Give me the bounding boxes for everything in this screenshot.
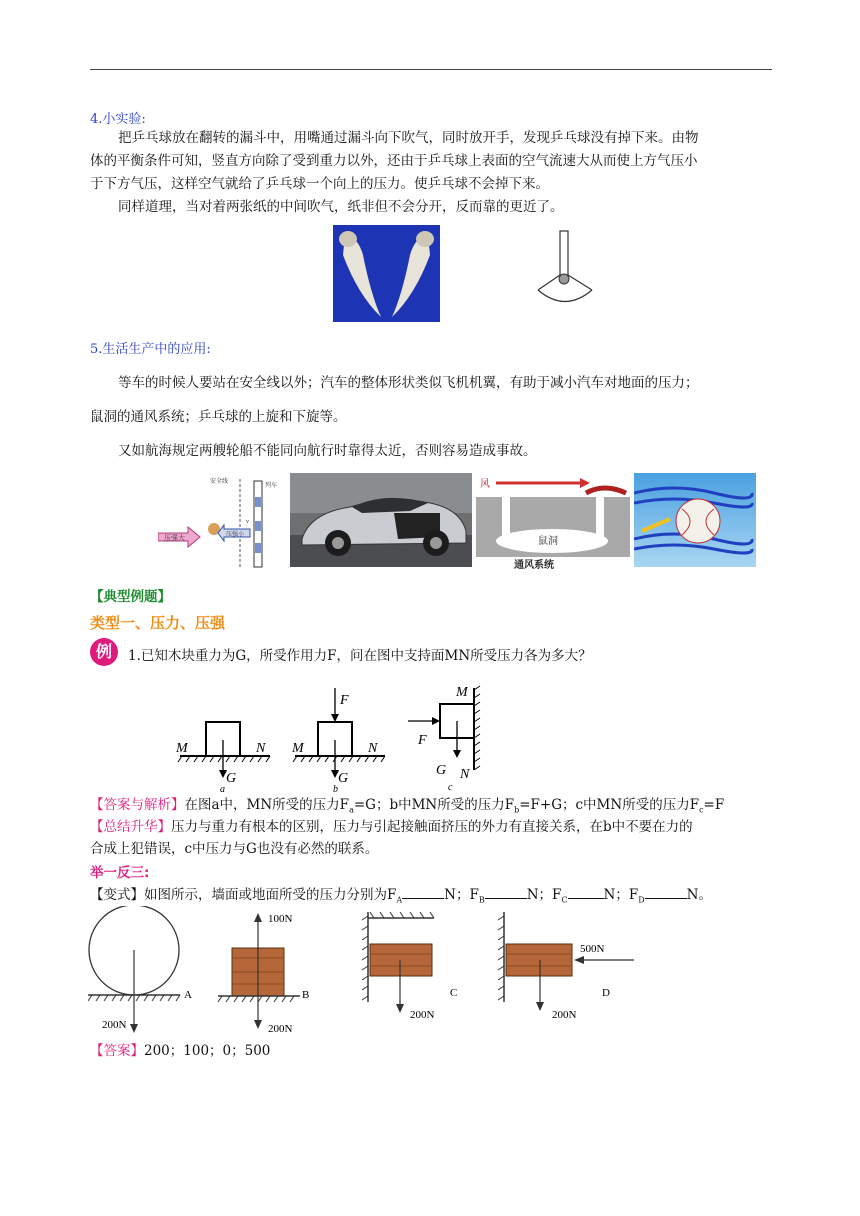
svg-text:风: 风 — [480, 479, 490, 490]
svg-text:压强大: 压强大 — [164, 534, 185, 542]
svg-text:D: D — [602, 987, 610, 999]
svg-text:200N: 200N — [268, 1023, 293, 1035]
section-5-para2: 又如航海规定两艘轮船不能同向航行时靠得太近，否则容易造成事故。 — [118, 443, 537, 459]
section-5-para1-line1: 等车的时候人要站在安全线以外；汽车的整体形状类似飞机机翼，有助于减小汽车对地面的压力； — [118, 375, 699, 391]
variant-question: 【变式】如图所示，墙面或地面所受的压力分别为$F_A$ N；$F_B$ N；$F_C$ N；$F_D$ N。 — [90, 887, 712, 905]
final-answer: 【答案】200；100；0；500 — [90, 1043, 271, 1059]
spinning-ball-airflow-image — [634, 473, 756, 567]
blank-fc[interactable] — [568, 886, 604, 899]
svg-text:A: A — [184, 989, 192, 1001]
force-diagrams-abcd — [88, 906, 648, 1044]
section-4-heading: 4.小实验: — [90, 112, 146, 127]
svg-text:N: N — [368, 741, 378, 756]
funnel-ball-diagram — [530, 228, 600, 308]
svg-text:200N: 200N — [102, 1019, 127, 1031]
header-rule — [90, 69, 772, 70]
svg-text:F: F — [418, 733, 427, 748]
svg-text:G: G — [436, 763, 447, 778]
svg-text:通风系统: 通风系统 — [514, 560, 554, 569]
svg-text:安全线: 安全线 — [210, 479, 229, 485]
blank-fb[interactable] — [485, 886, 527, 899]
svg-text:C: C — [450, 987, 458, 999]
svg-text:v: v — [246, 519, 249, 525]
svg-text:M: M — [456, 685, 468, 700]
blank-fd[interactable] — [645, 886, 687, 899]
answer-tag: 【答案与解析】 — [90, 797, 185, 813]
blank-fa[interactable] — [402, 886, 444, 899]
svg-text:G: G — [338, 771, 349, 786]
svg-text:B: B — [302, 989, 310, 1001]
mouse-hole-ventilation-diagram — [476, 473, 630, 569]
svg-text:200N: 200N — [552, 1009, 577, 1021]
svg-text:N: N — [460, 767, 470, 782]
summary-line-1: 【总结升华】压力与重力有根本的区别，压力与引起接触面挤压的外力有直接关系，在b中不要在力的 — [90, 819, 693, 835]
summary-line-2: 合成上犯错误，c中压力与G也没有必然的联系。 — [90, 841, 379, 857]
svg-text:b: b — [333, 784, 338, 795]
svg-text:100N: 100N — [268, 913, 293, 925]
section-4-para2: 同样道理，当对着两张纸的中间吹气，纸非但不会分开，反而靠的更近了。 — [118, 199, 564, 215]
section-4-para1-line2: 体的平衡条件可知，竖直方向除了受到重力以外，还由于乒乓球上表面的空气流速大从而使上方气压小 — [90, 153, 698, 169]
svg-text:500N: 500N — [580, 943, 605, 955]
examples-heading: 【典型例题】 — [90, 589, 171, 605]
svg-text:G: G — [226, 771, 237, 786]
section-5-heading: 5.生活生产中的应用: — [90, 342, 211, 357]
svg-text:200N: 200N — [410, 1009, 435, 1021]
type-one-heading: 类型一、压力、压强 — [90, 614, 226, 632]
svg-text:鼠洞: 鼠洞 — [538, 536, 558, 547]
svg-text:压强小: 压强小 — [226, 532, 245, 538]
example-badge: 例 — [90, 638, 118, 666]
svg-text:M: M — [176, 741, 188, 756]
svg-text:c: c — [448, 782, 453, 793]
svg-text:列车: 列车 — [265, 483, 278, 489]
svg-text:M: M — [292, 741, 304, 756]
summary-tag: 【总结升华】 — [90, 819, 171, 835]
force-diagrams-abc — [170, 680, 500, 795]
final-answer-tag: 【答案】 — [90, 1043, 144, 1059]
section-4-para1-line3: 于下方气压，这样空气就给了乒乓球一个向上的压力。使乒乓球不会掉下来。 — [90, 176, 549, 192]
answer-line: 【答案与解析】在图a中，MN所受的压力$F_a=G$；b中MN所受的压力$F_b=F+G$；c中MN所受的压力$F_c=F$ — [90, 797, 725, 815]
svg-text:a: a — [220, 784, 225, 795]
practice-heading: 举一反三: — [90, 865, 150, 881]
train-safety-line-diagram — [158, 473, 286, 569]
two-papers-photo — [333, 225, 440, 322]
question-1: 1.已知木块重力为G，所受作用力F，问在图中支持面MN所受压力各为多大？ — [128, 648, 592, 664]
section-4-para1-line1: 把乒乓球放在翻转的漏斗中，用嘴通过漏斗向下吹气，同时放开手，发现乒乓球没有掉下来。由物 — [118, 130, 699, 146]
svg-text:N: N — [256, 741, 266, 756]
svg-text:F: F — [340, 693, 349, 708]
section-5-para1-line2: 鼠洞的通风系统；乒乓球的上旋和下旋等。 — [90, 409, 347, 425]
race-car-photo — [290, 473, 472, 567]
